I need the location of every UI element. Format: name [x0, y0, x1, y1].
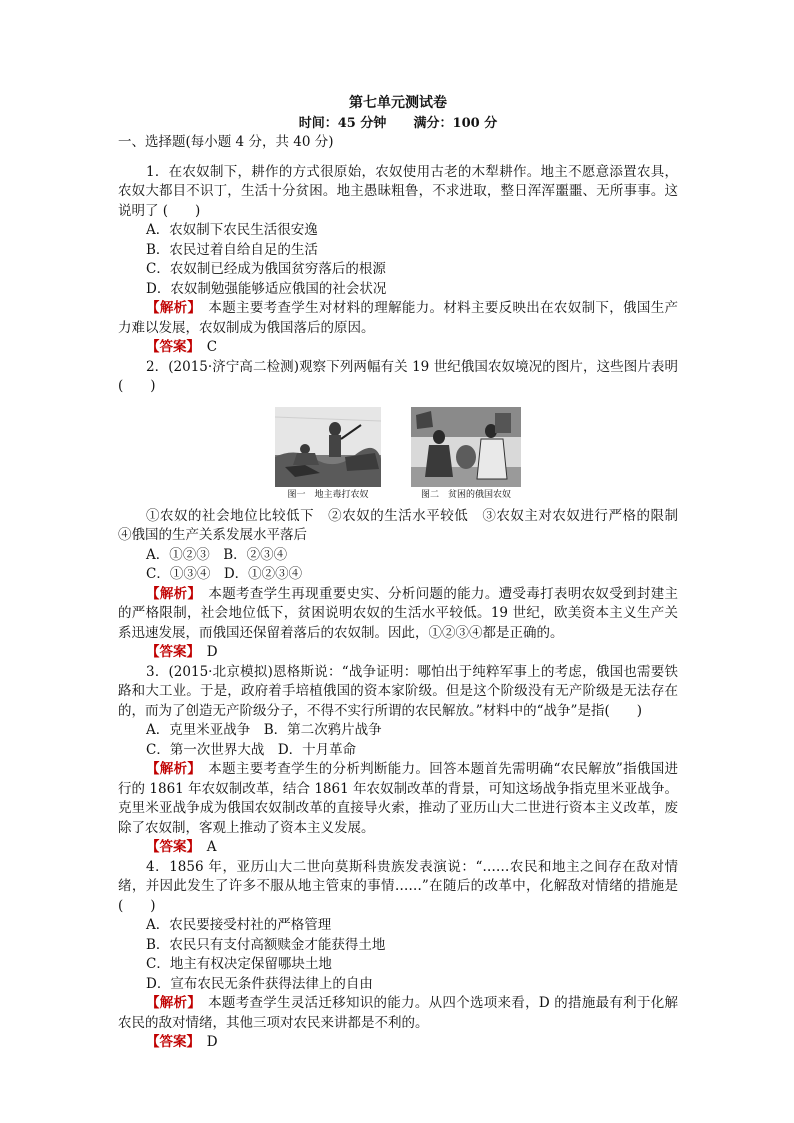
question-2-answer — [118, 643, 678, 663]
question-2-analysis — [118, 585, 678, 644]
answer-tag: 【答案】 — [146, 839, 194, 855]
answer-value: D — [206, 644, 218, 660]
analysis-tag: 【解析】 — [146, 300, 195, 316]
analysis-text: 本题主要考查学生对材料的理解能力。材料主要反映出在农奴制下，俄国生产力难以发展，农奴制成为俄国落后的原因。 — [118, 300, 679, 336]
question-2-stem: 2．(2015·济宁高二检测)观察下列两幅有关 19 世纪俄国农奴境况的图片，这些图片表明 ( ) — [118, 358, 678, 394]
section-heading: 一、选择题(每小题 4 分，共 40 分) — [118, 134, 334, 150]
question-3-options-ab: A．克里米亚战争 B．第二次鸦片战争 — [146, 722, 382, 738]
engraving-landlord-beating-serf — [275, 407, 381, 487]
engraving-poor-russian-serfs — [411, 407, 521, 487]
answer-value: A — [206, 839, 217, 855]
question-1-option-a: A．农奴制下农民生活很安逸 — [146, 222, 318, 238]
page-title: 第七单元测试卷 — [349, 95, 447, 111]
figure-2-caption: 图二 贫困的俄国农奴 — [420, 489, 511, 500]
figure-1 — [275, 407, 381, 501]
answer-value: C — [206, 339, 218, 355]
question-3-analysis — [118, 760, 678, 838]
answer-tag: 【答案】 — [146, 1034, 194, 1050]
analysis-tag: 【解析】 — [146, 585, 195, 602]
question-1-answer — [118, 338, 678, 358]
figure-1-caption: 图一 地主毒打农奴 — [287, 489, 369, 500]
question-4-analysis — [118, 994, 678, 1033]
question-2-figures — [118, 407, 678, 501]
exam-page — [118, 94, 692, 1053]
question-1-analysis — [118, 299, 678, 338]
analysis-text: 本题考查学生灵活迁移知识的能力。从四个选项来看，D 的措施最有利于化解农民的敌对情绪，其他三项对农民来讲都是不利的。 — [118, 995, 678, 1031]
question-1-option-d: D．农奴制勉强能够适应俄国的社会状况 — [146, 280, 387, 297]
question-2-statements: ①农奴的社会地位比较低下 ②农奴的生活水平较低 ③农奴主对农奴进行严格的限制 ④俄国的生产关系发展水平落后 — [118, 507, 692, 543]
question-4-option-a: A．农民要接受村社的严格管理 — [146, 917, 332, 933]
answer-value: D — [206, 1034, 218, 1050]
question-1-stem: 1．在农奴制下，耕作的方式很原始，农奴使用古老的木犁耕作。地主不愿意添置农具，农奴大都目不识丁，生活十分贫困。地主愚昧粗鲁，不求进取，整日浑浑噩噩、无所事事。这说明了 ( ) — [118, 163, 678, 219]
question-3-stem: 3．(2015·北京模拟)恩格斯说：“战争证明：哪怕出于纯粹军事上的考虑，俄国也需要铁路和大工业。于是，政府着手培植俄国的资本家阶级。但是这个阶级没有无产阶级是无法存在的，而为了创造无产阶级分子，不得不实行所谓的农民解放。”材料中的“战争”是指( ) — [118, 663, 678, 719]
answer-tag: 【答案】 — [146, 644, 194, 660]
figure-2 — [411, 407, 521, 501]
full-score: 满分：100 分 — [413, 115, 498, 131]
question-4-option-b: B．农民只有支付高额赎金才能获得土地 — [146, 936, 386, 953]
question-4-stem: 4．1856 年，亚历山大二世向莫斯科贵族发表演说：“……农民和地主之间存在敌对情绪，并因此发生了许多不服从地主管束的事情……”在随后的改革中，化解敌对情绪的措施是( ) — [118, 858, 678, 914]
answer-tag: 【答案】 — [146, 339, 194, 355]
question-1-option-c: C．农奴制已经成为俄国贫穷落后的根源 — [146, 261, 386, 277]
analysis-text: 本题主要考查学生的分析判断能力。回答本题首先需明确“农民解放”指俄国进行的 1861 年农奴制改革，结合 1861 年农奴制改革的背景，可知这场战争指克里米亚战争。克里米亚战争成为俄国农奴制改革的直接导火索，推动了亚历山大二世进行资本主义改革，废除了农奴制，客观上推动了资本主义发展。 — [118, 761, 679, 836]
question-1-option-b: B．农民过着自给自足的生活 — [146, 241, 318, 258]
analysis-text: 本题考查学生再现重要史实、分析问题的能力。遭受毒打表明农奴受到封建主的严格限制，社会地位低下，贫困说明农奴的生活水平较低。19 世纪，欧美资本主义生产关系迅速发展，而俄国还保留着落后的农奴制。因此，①②③④都是正确的。 — [118, 585, 679, 641]
question-2-options-ab: A．①②③ B．②③④ — [146, 546, 288, 563]
question-4-option-d: D．宣布农民无条件获得法律上的自由 — [146, 975, 373, 992]
question-3-options-cd: C．第一次世界大战 D．十月革命 — [146, 741, 357, 758]
question-4-answer — [118, 1033, 678, 1053]
question-2-options-cd: C．①③④ D．①②③④ — [146, 566, 303, 582]
question-4-option-c: C．地主有权决定保留哪块土地 — [146, 956, 332, 972]
question-3-answer — [118, 838, 678, 858]
analysis-tag: 【解析】 — [146, 761, 195, 777]
analysis-tag: 【解析】 — [146, 995, 195, 1011]
exam-meta — [118, 114, 678, 134]
time-limit: 时间：45 分钟 — [298, 115, 387, 131]
